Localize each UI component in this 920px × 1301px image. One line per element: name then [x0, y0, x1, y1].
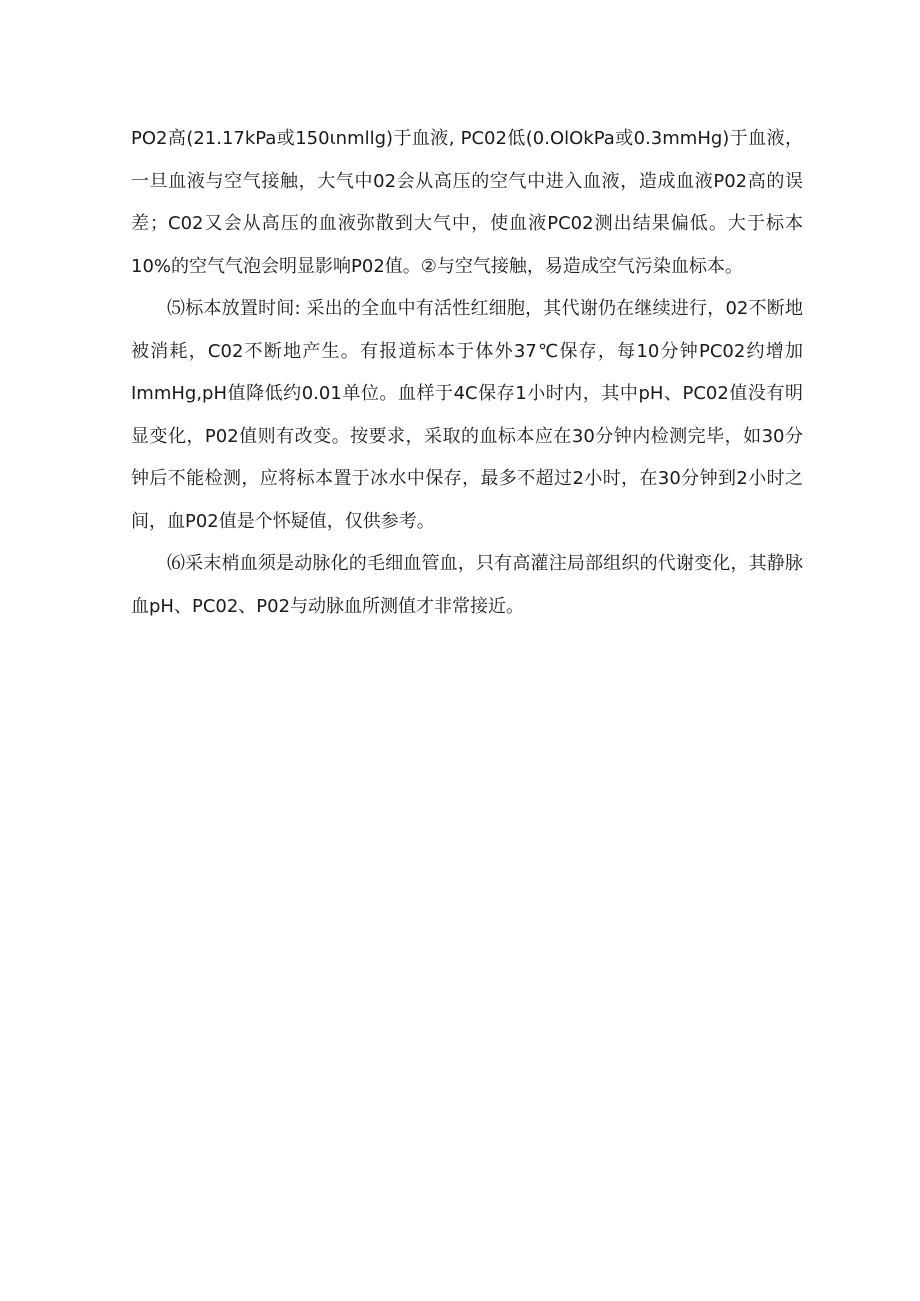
- paragraph-blood-gas-air-contact: PO2高(21.17kPa或150ιnmllg)于血液, PC02低(0.OlOkPa或0.3mmHg)于血液，一旦血液与空气接触，大气中02会从高压的空气中进入血液，造成血液P02高的误差；C02又会从高压的血液弥散到大气中，使血液PC02测出结果偏低。大于标本10%的空气气泡会明显影响P02值。②与空气接触，易造成空气污染血标本。: [131, 128, 803, 277]
- document-body: [131, 118, 803, 628]
- paragraph-capillary-blood: ⑹采末梢血须是动脉化的毛细血管血，只有高灌注局部组织的代谢变化，其静脉血pH、PC02、P02与动脉血所测值才非常接近。: [131, 553, 803, 617]
- paragraph-sample-storage-time: ⑸标本放置时间: 采出的全血中有活性红细胞，其代谢仍在继续进行，02不断地被消耗，C02不断地产生。有报道标本于体外37℃保存，每10分钟PC02约增加ImmHg,pH值降低约0.01单位。血样于4C保存1小时内，其中pH、PC02值没有明显变化，P02值则有改变。按要求，采取的血标本应在30分钟内检测完毕，如30分钟后不能检测，应将标本置于冰水中保存，最多不超过2小时，在30分钟到2小时之间，血P02值是个怀疑值，仅供参考。: [131, 298, 803, 532]
